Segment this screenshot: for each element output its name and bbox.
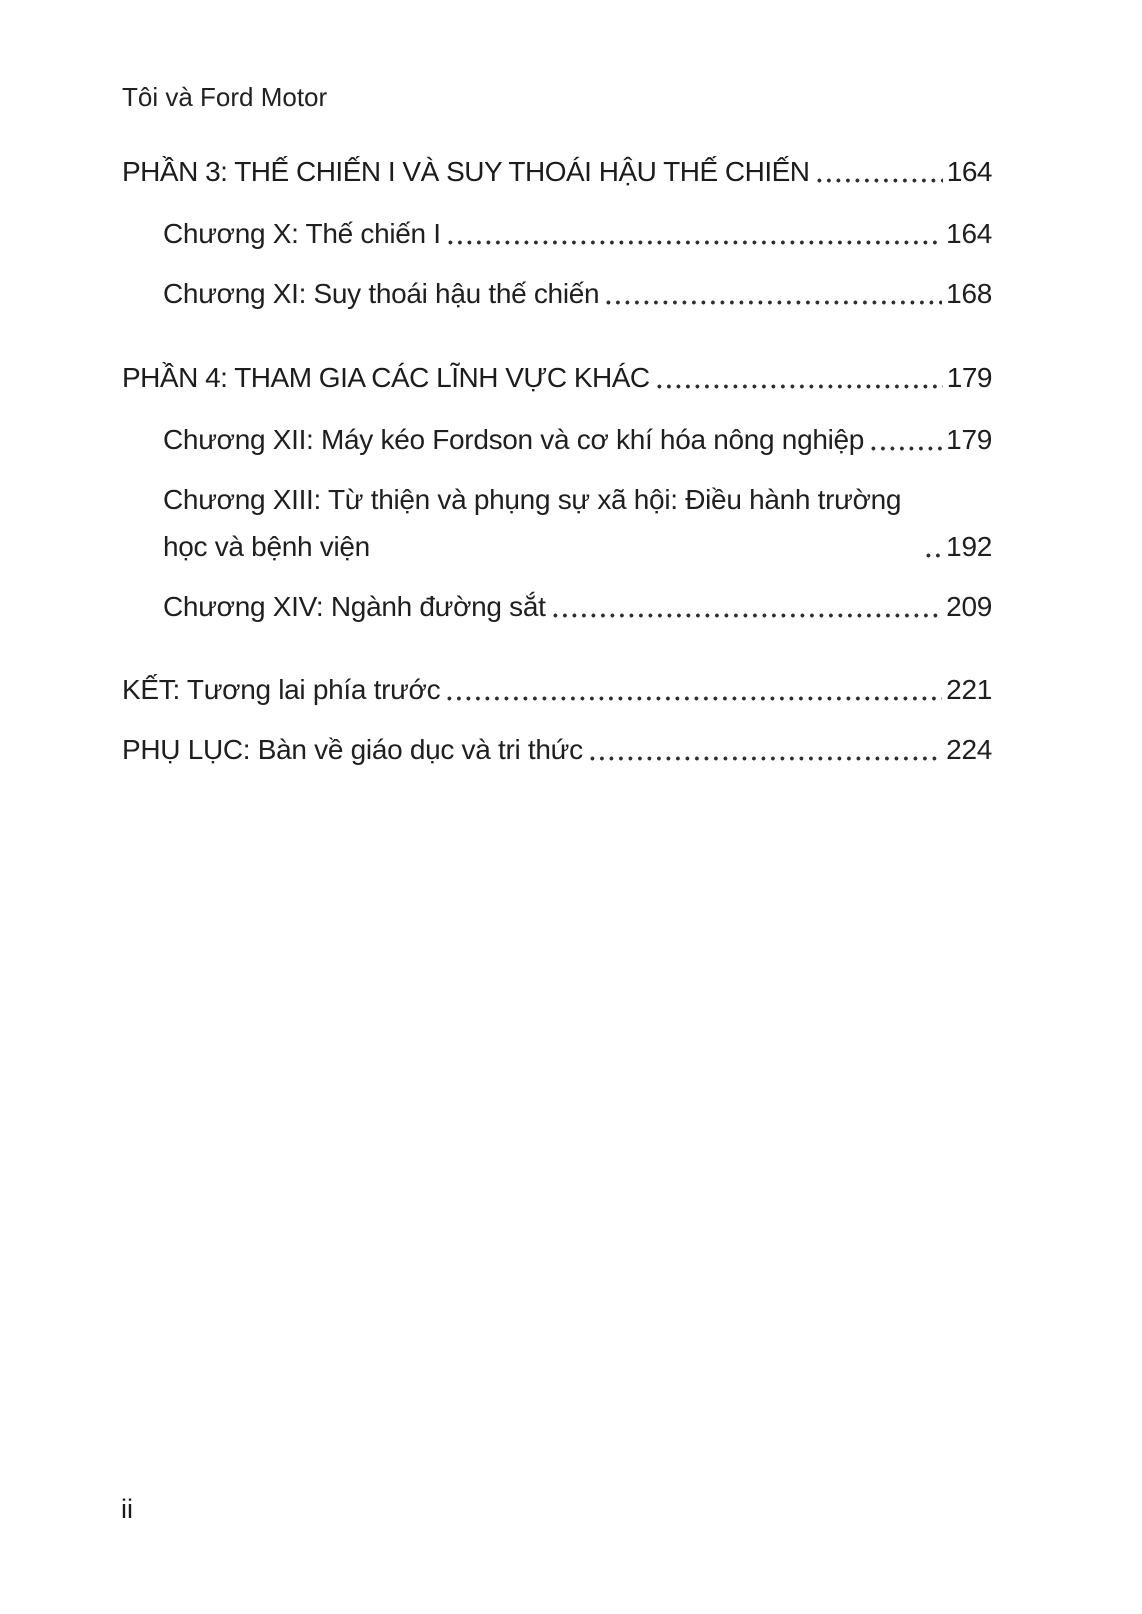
dotted-leader	[590, 756, 942, 761]
toc-entry	[163, 476, 992, 570]
toc-entry-title: Chương X: Thế chiến I	[163, 218, 441, 249]
toc-entry-title: PHẦN 4: THAM GIA CÁC LĨNH VỰC KHÁC	[122, 362, 650, 393]
toc-entry	[163, 416, 992, 463]
toc-entry-page-number: 224	[946, 734, 992, 765]
toc-entry-title: Chương XII: Máy kéo Fordson và cơ khí hóa nông nghiệp	[163, 424, 865, 455]
toc-entry	[122, 147, 992, 197]
dotted-leader	[926, 553, 942, 558]
toc-entry-page-number: 179	[946, 362, 992, 393]
toc-entry	[163, 583, 992, 630]
toc-entry	[163, 270, 992, 317]
toc-entry-title: PHẦN 3: THẾ CHIẾN I VÀ SUY THOÁI HẬU THẾ CHIẾN	[122, 156, 810, 187]
toc-entry-title: Chương XIV: Ngành đường sắt	[163, 591, 546, 622]
toc-entry-title: PHỤ LỤC: Bàn về giáo dục và tri thức	[122, 734, 583, 765]
page-number-footer: ii	[121, 1494, 133, 1524]
toc-entry	[163, 210, 992, 257]
dotted-leader	[447, 696, 942, 701]
toc-entry-title: KẾT: Tương lai phía trước	[122, 674, 441, 705]
dotted-leader	[817, 178, 943, 183]
toc-entry-page-number: 192	[946, 531, 992, 562]
toc-entry-page-number: 164	[946, 156, 992, 187]
table-of-contents	[122, 147, 992, 773]
toc-entry-title: Chương XI: Suy thoái hậu thế chiến	[163, 278, 600, 309]
dotted-leader	[448, 240, 942, 245]
toc-entry-page-number: 209	[946, 591, 992, 622]
toc-entry	[122, 666, 992, 713]
toc-entry-page-number: 164	[946, 218, 992, 249]
toc-entry	[122, 726, 992, 773]
toc-entry-page-number: 179	[946, 424, 992, 455]
toc-entry-page-number: 168	[946, 278, 992, 309]
toc-entry	[122, 353, 992, 403]
dotted-leader	[606, 300, 942, 305]
toc-entry-title: Chương XIII: Từ thiện và phụng sự xã hội: Điều hành trường học và bệnh viện	[163, 484, 902, 562]
dotted-leader	[871, 446, 942, 451]
book-title-running-header: Tôi và Ford Motor	[122, 82, 328, 112]
toc-entry-page-number: 221	[946, 674, 992, 705]
dotted-leader	[657, 384, 943, 389]
dotted-leader	[553, 613, 943, 618]
